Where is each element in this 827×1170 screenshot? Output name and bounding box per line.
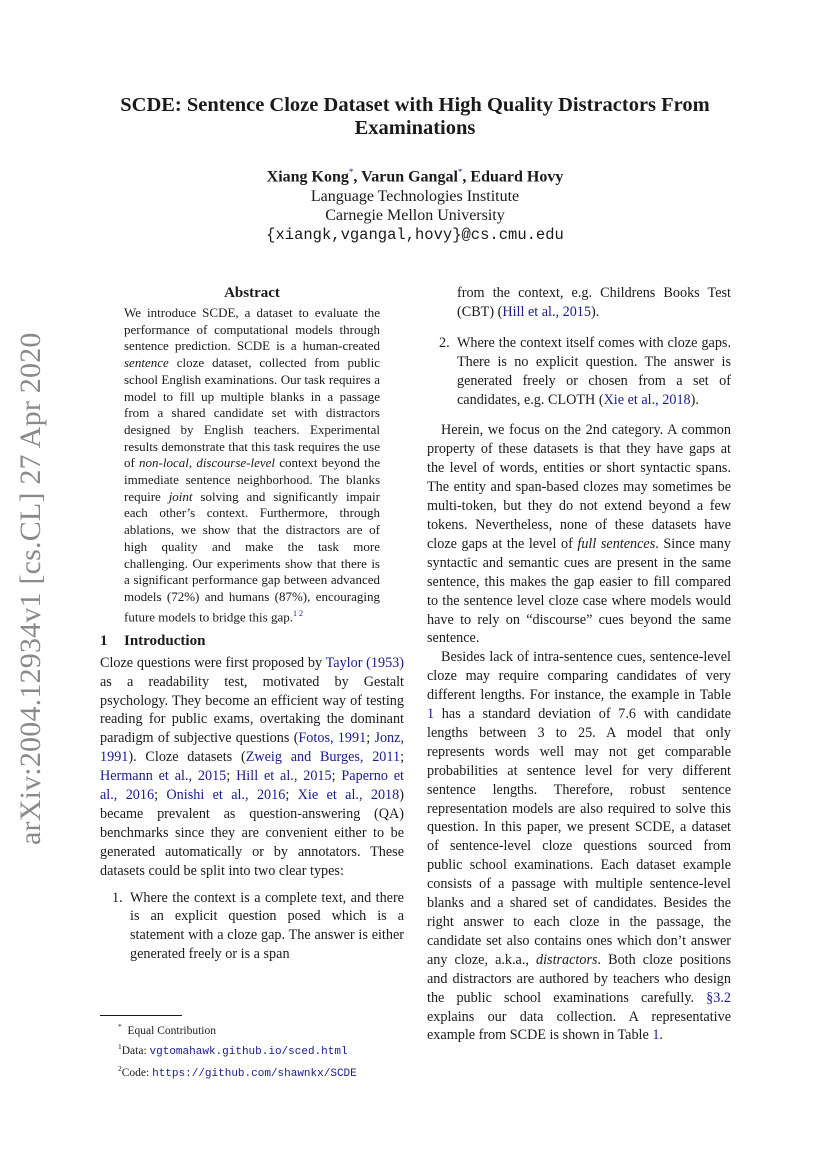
footnote-data <box>100 1039 404 1060</box>
footnote-mark: 2 <box>118 1063 122 1073</box>
section-ref-link[interactable]: §3.2 <box>706 989 731 1006</box>
intro-paragraph <box>427 648 731 1045</box>
citation-link[interactable]: Zweig and Burges, 2011 <box>245 749 401 766</box>
arxiv-stamp: arXiv:2004.12934v1 [cs.CL] 27 Apr 2020 <box>14 332 47 845</box>
section-number: 1 <box>100 632 108 649</box>
text-segment: ) became prevalent as question-answering (QA) benchmarks since they are convenient either to be generated automatically or by annotators. These datasets could be split into two clear types: <box>100 787 404 879</box>
list-item <box>427 334 731 410</box>
cloze-type-list <box>100 889 404 965</box>
author-name: Xiang Kong <box>266 168 349 186</box>
abstract-emphasis: sentence <box>124 355 169 371</box>
table-ref-link[interactable]: 1 <box>427 706 435 723</box>
equal-contribution-mark[interactable]: * <box>457 167 463 177</box>
abstract-segment: context beyond the immediate sentence neighborhood. The blanks require <box>124 455 381 504</box>
list-marker: 2. <box>439 334 450 351</box>
author-name: Varun Gangal <box>361 168 458 186</box>
abstract-text <box>124 305 380 626</box>
list-item-text: Where the context is a complete text, and there is an explicit question posed which is a statement with a cloze gap. The answer is either generated freely or is a span <box>130 889 404 963</box>
citation-link[interactable]: Onishi et al., 2016 <box>166 787 286 804</box>
abstract-segment: , <box>188 455 197 471</box>
citation-link[interactable]: Xie et al., 2018 <box>297 787 400 804</box>
text-segment: ). Cloze datasets ( <box>128 749 246 766</box>
citation-link[interactable]: Hill et al., 2015 <box>502 303 591 320</box>
author-names: Xiang Kong*, Varun Gangal*, Eduard Hovy <box>266 167 564 186</box>
text-segment: Cloze questions were first proposed by <box>100 654 326 671</box>
text-emphasis: full sentences <box>577 535 656 552</box>
abstract-segment: We introduce SCDE, a dataset to evaluate the performance of computational models through sentence prediction. SCDE is a human-created <box>124 305 380 354</box>
abstract-emphasis: non-local <box>139 455 189 471</box>
footnote-mark: 1 <box>118 1042 122 1052</box>
affiliation: Language Technologies Institute <box>310 187 520 205</box>
citation-link[interactable]: Fotos, 1991 <box>298 730 367 747</box>
footnote-equal-contribution <box>100 1019 404 1039</box>
data-url-link[interactable]: vgtomahawk.github.io/sced.html <box>149 1046 348 1059</box>
section-title: Introduction <box>124 632 206 649</box>
text-segment: . Since many syntactic and semantic cues are present in the same sentence, this makes the gap easier to fill compared to the sentence level cloze case where models would have to rely on “discourse” cues beyond the same sentence. <box>427 535 731 647</box>
section-heading <box>100 632 404 650</box>
text-segment: Herein, we focus on the 2nd category. A common property of these datasets is that they have gaps at the level of words, entities or short syntactic spans. The entity and span-based clozes may sometimes be multi-token, but they do not extend beyond a few tokens. Nevertheless, none of these datasets have cloze gaps at the level of <box>427 422 731 552</box>
right-column <box>427 284 731 1045</box>
text-segment: . <box>659 1027 663 1044</box>
citation-link[interactable]: Hill et al., 2015 <box>236 768 332 785</box>
author-name: Eduard Hovy <box>470 168 564 186</box>
text-segment: explains our data collection. A representative example from SCDE is shown in Table <box>427 1008 731 1044</box>
list-marker: 1. <box>112 889 123 906</box>
table-ref-link[interactable]: 1 <box>652 1027 660 1044</box>
author-block <box>150 163 680 245</box>
text-segment: from the context, e.g. Childrens Books Test (CBT) ( <box>457 285 731 320</box>
abstract-segment: cloze dataset, collected from public school English examinations. Our task requires a model to fill up multiple blanks in a passage from a shared candidate set with distractors designed by English teachers. Experimental results demonstrate that this task requires the use of <box>124 355 380 471</box>
text-segment: as a readability test, motivated by Gestalt psychology. They become an efficient way of testing reading for public exams, overtaking the dominant paradigm of subjective questions ( <box>100 673 404 747</box>
text-segment: ; <box>366 730 375 747</box>
citation-link[interactable]: Xie et al., 2018 <box>603 391 691 408</box>
intro-paragraph: Cloze questions were first proposed by Taylor (1953) as a readability test, motivated by Gestalt psychology. They become an efficient way of testing reading for public exams, overtaking the dominant paradigm of subjective questions (Fotos, 1991; Jonz, 1991). Cloze datasets (Zweig and Burges, 2011; Hermann et al., 2015; Hill et al., 2015; Paperno et al., 2016; Onishi et al., 2016; Xie et al., 2018) became prevalent as question-answering (QA) benchmarks since they are convenient either to be generated automatically or by annotators. These datasets could be split into two clear types: <box>100 654 405 879</box>
footnote-text: Data: <box>121 1045 150 1058</box>
citation-link[interactable]: Taylor (1953) <box>325 654 404 671</box>
abstract-emphasis: discourse-level <box>196 455 276 471</box>
code-url-link[interactable]: https://github.com/shawnkx/SCDE <box>152 1067 357 1080</box>
footnote-text: Equal Contribution <box>127 1024 216 1037</box>
list-item <box>100 889 404 965</box>
footnote-code <box>100 1061 404 1082</box>
text-segment: has a standard deviation of 7.6 with candidate lengths between 3 to 25. A model that only represents words well may not get comparable probabilities at sentence level for very different sentence lengths. Therefore, robust sentence representation models are also required to solve this question. In this paper, we present SCDE, a dataset of sentence-level cloze questions sourced from public school examinations. Each dataset example consists of a passage with multiple sentence-level blanks and a shared set of candidates. Besides the right answer to each cloze in the passage, the candidate set also contains ones which don’t answer any cloze, a.k.a., <box>427 706 731 968</box>
footnotes <box>100 1015 404 1082</box>
footnote-mark: * <box>118 1022 122 1031</box>
text-segment: ). <box>591 303 600 320</box>
citation-link[interactable]: Jonz, 1991 <box>100 730 404 766</box>
text-segment: . Both cloze positions and distractors are authored by teachers who design the public school examinations carefully. <box>427 951 731 1006</box>
left-column <box>100 284 404 964</box>
paper-title: SCDE: Sentence Cloze Dataset with High Quality Distractors From Examinations <box>120 94 710 139</box>
intro-paragraph <box>427 421 731 648</box>
abstract-segment: solving and significantly impair each other’s context. Furthermore, through ablations, we show that the distractors are of high quality and make the task more challenging. Our experiments show that there is a significant performance gap between advanced models (72%) and humans (87%), encouraging future models to bridge this gap. <box>124 488 380 624</box>
list-item-continuation <box>427 284 731 322</box>
author-email: {xiangk,vgangal,hovy}@cs.cmu.edu <box>266 225 564 244</box>
list-item-text: Where the context itself comes with cloze gaps. There is no explicit question. The answer is generated freely or chosen from a set of candidates, e.g. CLOTH ( <box>457 334 731 408</box>
footnote-ref[interactable]: 1 2 <box>292 608 303 618</box>
abstract-heading: Abstract <box>224 285 280 301</box>
equal-contribution-mark[interactable]: * <box>348 167 354 177</box>
cloze-type-list <box>427 334 731 410</box>
affiliation: Carnegie Mellon University <box>325 207 505 225</box>
citation-link[interactable]: Paperno et al., 2016 <box>100 768 404 804</box>
text-emphasis: distractors <box>536 951 598 968</box>
text-segment: Besides lack of intra-sentence cues, sentence-level cloze may require comparing candidates of very different lengths. For instance, the example in Table <box>427 649 731 704</box>
footnote-divider <box>100 1015 182 1016</box>
citation-link[interactable]: Hermann et al., 2015 <box>100 768 227 785</box>
footnote-text: Code: <box>121 1066 153 1079</box>
list-item-text: ). <box>690 391 699 408</box>
abstract-emphasis: joint <box>168 488 193 504</box>
